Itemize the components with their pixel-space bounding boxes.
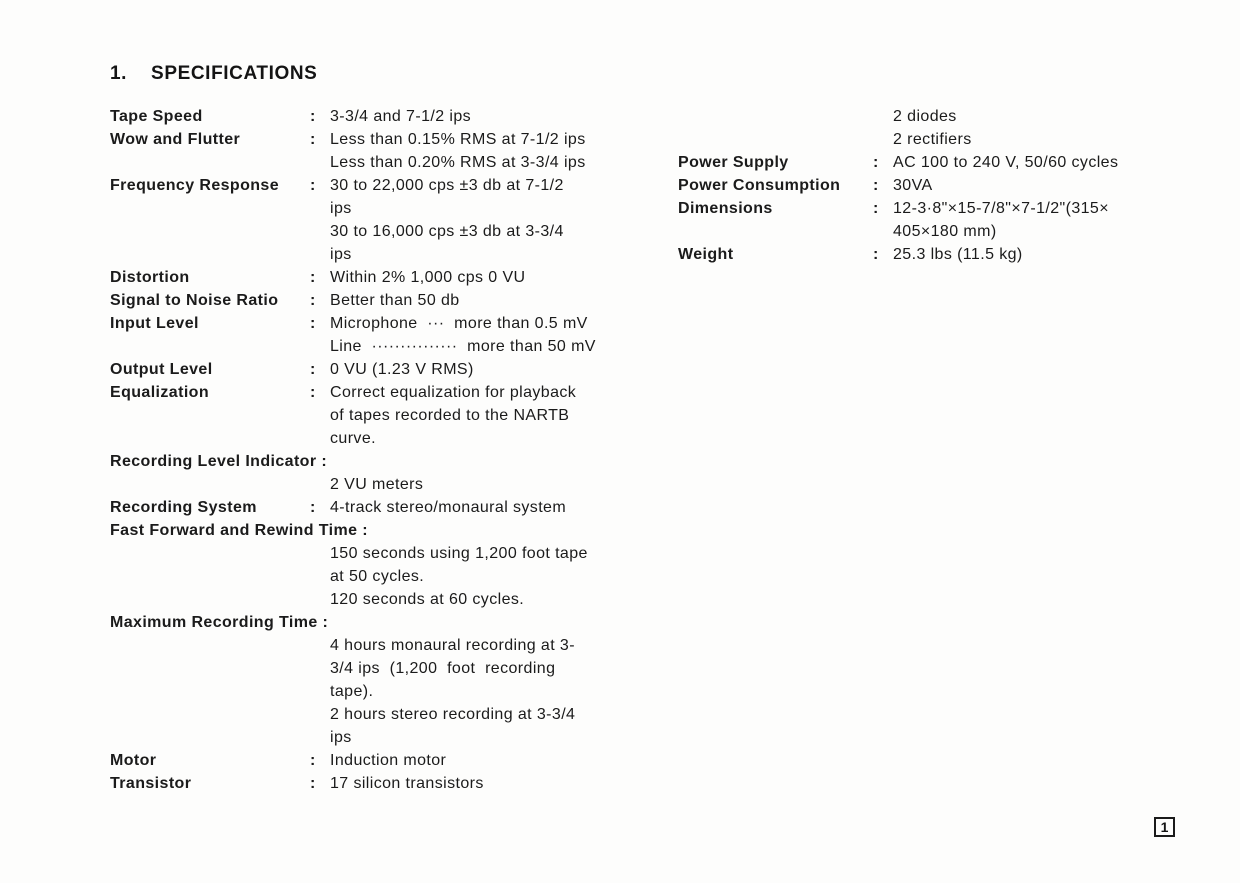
spec-label: Recording System — [110, 499, 257, 516]
spec-row — [110, 450, 618, 496]
page-number — [1154, 817, 1175, 837]
spec-value-line: at 50 cycles. — [330, 568, 425, 585]
spec-value — [330, 473, 618, 496]
spec-value — [893, 243, 1198, 266]
spec-value-line: 4-track stereo/monaural system — [330, 499, 567, 516]
spec-row — [110, 128, 618, 174]
spec-row — [678, 105, 1198, 151]
spec-column-right — [678, 105, 1198, 266]
spec-row — [110, 381, 618, 450]
spec-colon: : — [310, 499, 316, 516]
spec-row — [110, 611, 618, 749]
spec-label: Power Supply — [678, 154, 789, 171]
spec-row — [110, 266, 618, 289]
spec-colon: : — [310, 315, 316, 332]
spec-value-line: 2 VU meters — [330, 476, 424, 493]
spec-value-line: Correct equalization for playback — [330, 384, 577, 401]
spec-colon: : — [310, 131, 316, 148]
spec-row — [110, 496, 618, 519]
spec-value-line: 2 rectifiers — [893, 131, 972, 148]
spec-colon: : — [873, 246, 879, 263]
spec-label: Weight — [678, 246, 734, 263]
spec-value — [330, 542, 618, 611]
spec-label: Equalization — [110, 384, 210, 401]
spec-value-line: tape). — [330, 683, 374, 700]
spec-colon: : — [873, 154, 879, 171]
spec-colon: : — [310, 269, 316, 286]
spec-label: Maximum Recording Time : — [110, 614, 329, 631]
spec-row — [678, 151, 1198, 174]
section-number: 1. — [110, 63, 128, 84]
spec-value-line: AC 100 to 240 V, 50/60 cycles — [893, 154, 1119, 171]
spec-label: Input Level — [110, 315, 199, 332]
page-number-value: 1 — [1160, 819, 1169, 835]
spec-value-line: Within 2% 1,000 cps 0 VU — [330, 269, 526, 286]
spec-value-line: 25.3 lbs (11.5 kg) — [893, 246, 1023, 263]
spec-colon: : — [310, 108, 316, 125]
spec-value — [893, 151, 1198, 174]
spec-value — [893, 174, 1198, 197]
spec-label: Dimensions — [678, 200, 773, 217]
spec-value-line: 30 to 22,000 cps ±3 db at 7-1/2 — [330, 177, 564, 194]
spec-value-line: ips — [330, 200, 352, 217]
spec-colon: : — [310, 384, 316, 401]
spec-label: Tape Speed — [110, 108, 203, 125]
spec-value-line: 3-3/4 and 7-1/2 ips — [330, 108, 472, 125]
spec-value — [330, 312, 618, 358]
spec-colon: : — [310, 752, 316, 769]
spec-row — [110, 358, 618, 381]
spec-row — [110, 772, 618, 795]
section-title-text: SPECIFICATIONS — [151, 63, 318, 84]
spec-value-line: 4 hours monaural recording at 3- — [330, 637, 575, 654]
section-title — [110, 63, 317, 85]
spec-value — [330, 496, 618, 519]
spec-value — [330, 358, 618, 381]
spec-value-line: Less than 0.15% RMS at 7-1/2 ips — [330, 131, 586, 148]
spec-row — [678, 174, 1198, 197]
spec-label: Output Level — [110, 361, 213, 378]
spec-value-line: Better than 50 db — [330, 292, 460, 309]
spec-value — [330, 266, 618, 289]
spec-value-line: ips — [330, 246, 352, 263]
spec-value-line: Induction motor — [330, 752, 447, 769]
spec-label: Fast Forward and Rewind Time : — [110, 522, 368, 539]
spec-row — [110, 289, 618, 312]
spec-label: Motor — [110, 752, 157, 769]
spec-value-line: ips — [330, 729, 352, 746]
spec-colon: : — [873, 200, 879, 217]
spec-value-line: 30VA — [893, 177, 933, 194]
spec-value — [330, 128, 618, 174]
spec-colon: : — [310, 292, 316, 309]
spec-value-line: 405×180 mm) — [893, 223, 997, 240]
spec-colon: : — [310, 177, 316, 194]
spec-value-line: 120 seconds at 60 cycles. — [330, 591, 525, 608]
spec-label: Frequency Response — [110, 177, 280, 194]
spec-colon: : — [310, 775, 316, 792]
spec-row — [110, 105, 618, 128]
spec-value — [330, 289, 618, 312]
spec-label: Recording Level Indicator : — [110, 453, 328, 470]
spec-row — [678, 243, 1198, 266]
spec-value-line: curve. — [330, 430, 376, 447]
spec-value — [330, 634, 618, 749]
spec-value-line: Line ··············· more than 50 mV — [330, 338, 596, 355]
spec-label: Wow and Flutter — [110, 131, 241, 148]
spec-value-line: 150 seconds using 1,200 foot tape — [330, 545, 588, 562]
spec-value — [330, 381, 618, 450]
spec-row — [110, 749, 618, 772]
spec-row — [110, 519, 618, 611]
spec-value-line: Microphone ··· more than 0.5 mV — [330, 315, 588, 332]
spec-value — [330, 174, 618, 266]
spec-label: Transistor — [110, 775, 192, 792]
spec-value — [330, 772, 618, 795]
spec-value-line: 17 silicon transistors — [330, 775, 484, 792]
spec-label: Distortion — [110, 269, 190, 286]
spec-value-line: 2 hours stereo recording at 3-3/4 — [330, 706, 576, 723]
spec-row — [678, 197, 1198, 243]
spec-row — [110, 312, 618, 358]
spec-row — [110, 174, 618, 266]
spec-colon: : — [873, 177, 879, 194]
spec-colon: : — [310, 361, 316, 378]
spec-value — [893, 197, 1198, 243]
spec-value — [330, 749, 618, 772]
spec-value-line: 3/4 ips (1,200 foot recording — [330, 660, 556, 677]
spec-label: Signal to Noise Ratio — [110, 292, 279, 309]
spec-value-line: 2 diodes — [893, 108, 957, 125]
spec-column-left — [110, 105, 618, 795]
spec-value-line: 12-3·8"×15-7/8"×7-1/2"(315× — [893, 200, 1109, 217]
spec-value-line: 30 to 16,000 cps ±3 db at 3-3/4 — [330, 223, 564, 240]
spec-value-line: 0 VU (1.23 V RMS) — [330, 361, 474, 378]
spec-value — [330, 105, 618, 128]
spec-label: Power Consumption — [678, 177, 841, 194]
spec-value — [893, 105, 1198, 151]
spec-value-line: of tapes recorded to the NARTB — [330, 407, 570, 424]
spec-value-line: Less than 0.20% RMS at 3-3/4 ips — [330, 154, 586, 171]
